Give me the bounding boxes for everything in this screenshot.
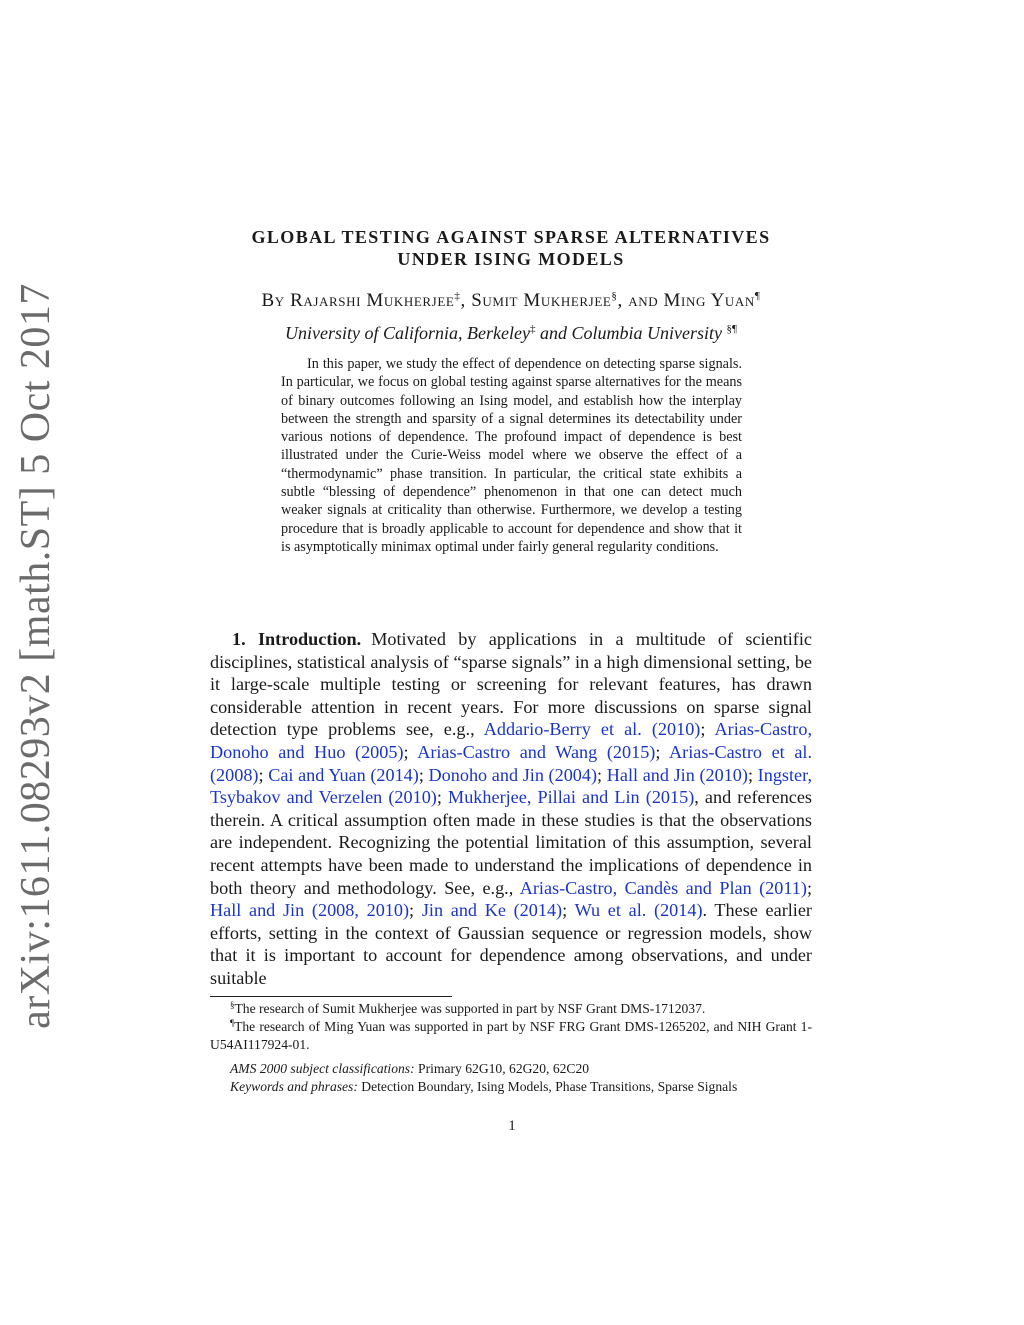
section-heading: 1. Introduction. <box>232 629 362 649</box>
footnote-mark: § <box>230 1000 235 1010</box>
affiliation-and: and <box>539 323 567 343</box>
footnote-ming-funding <box>210 1018 812 1054</box>
citation-link[interactable]: Arias-Castro and Wang (2015) <box>417 741 656 762</box>
citation-link[interactable]: Mukherjee, Pillai and Lin (2015) <box>448 787 695 808</box>
footnotes <box>210 1000 812 1096</box>
citation-link[interactable]: Addario-Berry et al. (2010) <box>483 719 701 740</box>
introduction-section <box>210 628 812 990</box>
author-separator-and: , and <box>617 290 659 311</box>
citation-link[interactable]: Arias-Castro, Donoho and Huo (2005) <box>210 719 812 762</box>
title-line-2: UNDER ISING MODELS <box>397 249 625 269</box>
footnote-sumit-funding <box>210 1000 812 1018</box>
ams-codes: Primary 62G10, 62G20, 62C20 <box>418 1060 590 1076</box>
affiliation-columbia: Columbia University <box>571 323 722 343</box>
keywords-label: Keywords and phrases: <box>230 1078 358 1094</box>
footnote-rule <box>210 996 452 997</box>
paper-title <box>210 226 812 270</box>
author-sumit-mukherjee: Sumit Mukherjee <box>471 290 612 311</box>
footnote-text: The research of Ming Yuan was supported in part by NSF FRG Grant DMS-1265202, and NIH Grant 1-U54AI117924-01. <box>210 1019 812 1053</box>
affiliation1-mark: ‡ <box>529 323 536 335</box>
citation-link[interactable]: Cai and Yuan (2014) <box>268 764 419 785</box>
citation-link[interactable]: Hall and Jin (2008, 2010) <box>210 900 410 921</box>
author1-mark: ‡ <box>454 290 461 302</box>
citation-link[interactable]: Ingster, Tsybakov and Verzelen (2010) <box>210 764 812 808</box>
citation-separator: ; <box>418 764 424 785</box>
arxiv-identifier-stamp <box>6 283 66 1029</box>
intro-text: , and references therein. A critical assumption often made in these studies is that the observations are independent. Recognizing the potential limitation of this assumption, several recent attempts have been made to understand the implications of dependence in both theory and methodology. See, e.g., <box>210 787 813 898</box>
title-line-1: GLOBAL TESTING AGAINST SPARSE ALTERNATIVES <box>251 227 771 247</box>
citation-separator: ; <box>436 787 442 808</box>
affiliation-berkeley: University of California, Berkeley <box>285 323 530 343</box>
intro-text: Motivated by applications in a multitude of scientific disciplines, statistical analysis of “sparse signals” in a high dimensional setting, be it large-scale multiple testing or screening for relevant features, has drawn considerable attention in recent years. For more discussions on sparse signal detection type problems see, e.g., <box>210 629 812 740</box>
footnote-text: The research of Sumit Mukherjee was supported in part by NSF Grant DMS-1712037. <box>234 1001 706 1016</box>
affiliation2-mark: §¶ <box>726 323 737 335</box>
author2-mark: § <box>611 290 618 302</box>
citation-separator: ; <box>806 877 812 898</box>
citation-link[interactable]: Donoho and Jin (2004) <box>428 764 598 785</box>
citation-separator: ; <box>258 764 264 785</box>
author-line <box>210 290 812 312</box>
citation-separator: ; <box>409 900 415 921</box>
page-number: 1 <box>508 1118 516 1134</box>
citation-separator: ; <box>747 764 754 785</box>
intro-text: . These earlier efforts, setting in the context of Gaussian sequence or regression models, show that it is important to account for dependence among observations, and under suitable <box>210 900 812 988</box>
citation-link[interactable]: Arias-Castro et al. (2008) <box>210 741 812 785</box>
ams-label: AMS 2000 subject classifications: <box>230 1060 415 1076</box>
citation-link[interactable]: Jin and Ke (2014) <box>421 900 563 921</box>
author-separator: , <box>460 290 466 311</box>
footnote-mark: ¶ <box>230 1018 235 1029</box>
citation-separator: ; <box>403 741 409 762</box>
author3-mark: ¶ <box>754 290 761 302</box>
citation-separator: ; <box>655 741 661 762</box>
citation-link[interactable]: Wu et al. (2014) <box>574 900 703 921</box>
citation-link[interactable]: Hall and Jin (2010) <box>606 764 748 785</box>
author-rajarshi-mukherjee: Rajarshi Mukherjee <box>290 290 455 311</box>
by-word: By <box>261 290 285 311</box>
arxiv-identifier-text: arXiv:1611.08293v2 [math.ST] 5 Oct 2017 <box>13 283 60 1029</box>
citation-separator: ; <box>597 764 603 785</box>
citation-link[interactable]: Arias-Castro, Candès and Plan (2011) <box>519 877 807 898</box>
citation-separator: ; <box>562 900 568 921</box>
affiliation-line <box>210 323 812 344</box>
keywords <box>210 1078 812 1096</box>
ams-classification <box>210 1060 812 1078</box>
abstract: In this paper, we study the effect of dependence on detecting sparse signals. In particular, we focus on global testing against sparse alternatives for the means of binary outcomes following an Ising model, and establish how the interplay between the strength and sparsity of a signal determines its detectability under various notions of dependence. The profound impact of dependence is best illustrated under the Curie-Weiss model where we observe the effect of a “thermodynamic” phase transition. In particular, the critical state exhibits a subtle “blessing of dependence” phenomenon in that one can detect much weaker signals at criticality than otherwise. Furthermore, we develop a testing procedure that is broadly applicable to account for dependence and show that it is asymptotically minimax optimal under fairly general regularity conditions. <box>281 356 742 555</box>
keywords-list: Detection Boundary, Ising Models, Phase Transitions, Sparse Signals <box>361 1078 738 1094</box>
author-ming-yuan: Ming Yuan <box>663 290 755 311</box>
citation-separator: ; <box>700 719 706 740</box>
